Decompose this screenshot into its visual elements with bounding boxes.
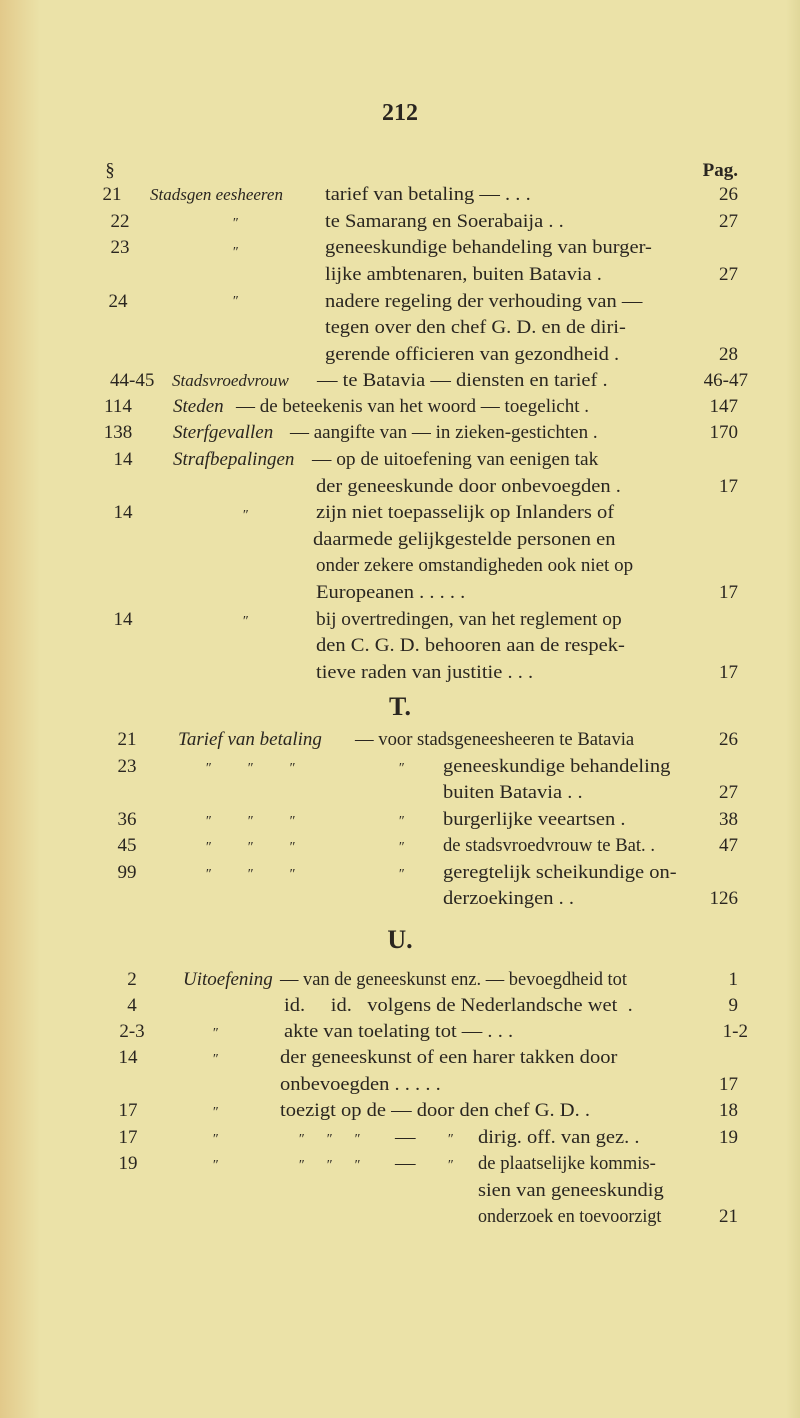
ditto-mark: ″ [232,294,238,309]
entry-text: — aangifte van — in zieken-gestichten . [290,422,598,443]
letter-heading-t: T. [389,692,411,721]
ditto-marks: ″″″ [298,1132,382,1147]
ditto-mark: ″ [398,867,404,882]
entry-text: — de beteekenis van het woord — toegelicht . [236,396,589,417]
entry-text: onbevoegden . . . . . [280,1074,441,1095]
entry-keyword: Strafbepalingen [173,449,295,470]
section-number: 2 [127,969,137,990]
ditto-mark: ″ [242,508,248,523]
entry-text: gerende officieren van gezondheid . [325,344,620,365]
entry-text: geneeskundige behandeling van burger- [325,237,652,258]
ditto-mark: ″ [212,1132,218,1147]
entry-keyword: Steden [173,396,224,417]
entry-text: lijke ambtenaren, buiten Batavia . [325,264,602,285]
entry-text: geneeskundige behandeling [443,756,671,777]
page-ref: 21 [719,1206,738,1227]
page-ref: 26 [719,729,738,750]
ditto-mark: ″ [232,245,238,260]
entry-text: Europeanen . . . . . [316,582,466,603]
page-ref: 27 [719,211,738,232]
page-ref: 1-2 [722,1021,748,1042]
page-ref: 18 [719,1100,738,1121]
ditto-marks: ″″″ [298,1158,382,1173]
section-number: 14 [113,502,133,523]
section-number: 21 [117,729,137,750]
section-number: 22 [110,211,130,232]
entry-text: — voor stadsgeneesheeren te Batavia [355,729,635,750]
page-ref: 147 [709,396,738,417]
section-number: 17 [118,1100,138,1121]
dash: — [395,1153,416,1174]
ditto-mark: ″ [232,216,238,231]
section-number: 14 [113,449,133,470]
ditto-mark: ″ [398,814,404,829]
page-ref: 17 [719,662,738,683]
ditto-mark: ″ [212,1105,218,1120]
entry-text: dirig. off. van gez. . [478,1127,640,1148]
page-ref: 26 [719,184,738,205]
entry-text: buiten Batavia . . [443,782,583,803]
ditto-mark: ″ [212,1052,218,1067]
section-number: 14 [113,609,133,630]
page-ref: 38 [719,809,738,830]
entry-text: — te Batavia — diensten en tarief . [317,370,608,391]
entry-text: bij overtredingen, van het reglement op [316,609,622,630]
section-number: 14 [118,1047,138,1068]
entry-keyword: Stadsvroedvrouw [172,371,289,390]
section-number: 36 [117,809,137,830]
section-number: 2-3 [119,1021,145,1042]
entry-text: — op de uitoefening van eenigen tak [312,449,599,470]
section-number: 114 [104,396,132,417]
entry-keyword: Uitoefening [183,969,273,990]
ditto-marks: ″″″ [205,840,331,855]
entry-keyword: Sterfgevallen [173,422,274,443]
section-symbol: § [105,160,115,181]
ditto-mark: ″ [447,1158,453,1173]
page-ref: 19 [719,1127,738,1148]
letter-heading-u: U. [387,925,413,954]
page-ref: 170 [709,422,738,443]
entry-text: der geneeskunst of een harer takken door [280,1047,618,1068]
page-ref: 17 [719,582,738,603]
page-ref: 27 [719,264,738,285]
entry-text: akte van toelating tot — . . . [284,1021,514,1042]
entry-text: onderzoek en toevoorzigt [478,1206,662,1227]
entry-text: burgerlijke veeartsen . [443,809,626,830]
page-ref: 126 [709,888,738,909]
page-number: 212 [382,100,418,126]
dash: — [395,1127,416,1148]
section-number: 99 [117,862,137,883]
ditto-mark: ″ [212,1158,218,1173]
entry-text: tegen over den chef G. D. en de diri- [325,317,626,338]
section-number: 21 [102,184,122,205]
entry-text: sien van geneeskundig [478,1180,664,1201]
entry-text: nadere regeling der verhouding van — [325,291,643,312]
entry-text: zijn niet toepasselijk op Inlanders of [316,502,615,523]
entry-text: den C. G. D. behooren aan de respek- [316,635,625,656]
entry-text: daarmede gelijkgestelde personen en [313,529,616,550]
section-number: 24 [108,291,128,312]
entry-text: tarief van betaling — . . . [325,184,531,205]
page-column-header: Pag. [702,160,738,181]
section-number: 138 [103,422,133,443]
page-ref: 1 [728,969,738,990]
ditto-marks: ″″″ [205,867,331,882]
entry-text: id. id. volgens de Nederlandsche wet . [284,995,633,1016]
entry-text: tieve raden van justitie . . . [316,662,534,683]
page-ref: 17 [719,476,738,497]
entry-text: onder zekere omstandigheden ook niet op [316,555,634,576]
entry-text: der geneeskunde door onbevoegden . [316,476,621,497]
ditto-mark: ″ [242,614,248,629]
entry-keyword: Tarief van betaling [178,729,322,750]
page-ref: 27 [719,782,738,803]
page-ref: 17 [719,1074,738,1095]
entry-text: de plaatselijke kommis- [478,1153,656,1174]
entry-text: derzoekingen . . [443,888,575,909]
ditto-mark: ″ [398,840,404,855]
entry-text: de stadsvroedvrouw te Bat. . [443,835,656,856]
page-ref: 46-47 [703,370,748,391]
ditto-mark: ″ [447,1132,453,1147]
page-ref: 9 [728,995,738,1016]
entry-keyword: Stadsgen eesheeren [150,185,283,204]
section-number: 45 [117,835,137,856]
entry-text: — van de geneeskunst enz. — bevoegdheid tot [280,969,628,990]
page-ref: 47 [719,835,738,856]
section-number: 17 [118,1127,138,1148]
ditto-mark: ″ [212,1026,218,1041]
page-ref: 28 [719,344,738,365]
entry-text: toezigt op de — door den chef G. D. . [280,1100,591,1121]
section-number: 19 [118,1153,138,1174]
ditto-marks: ″″″ [205,761,331,776]
ditto-marks: ″″″ [205,814,331,829]
entry-text: geregtelijk scheikundige on- [443,862,677,883]
section-number: 4 [127,995,137,1016]
section-number: 23 [110,237,130,258]
entry-text: te Samarang en Soerabaija . . [325,211,564,232]
section-number: 44-45 [110,370,155,391]
ditto-mark: ″ [398,761,404,776]
section-number: 23 [117,756,137,777]
